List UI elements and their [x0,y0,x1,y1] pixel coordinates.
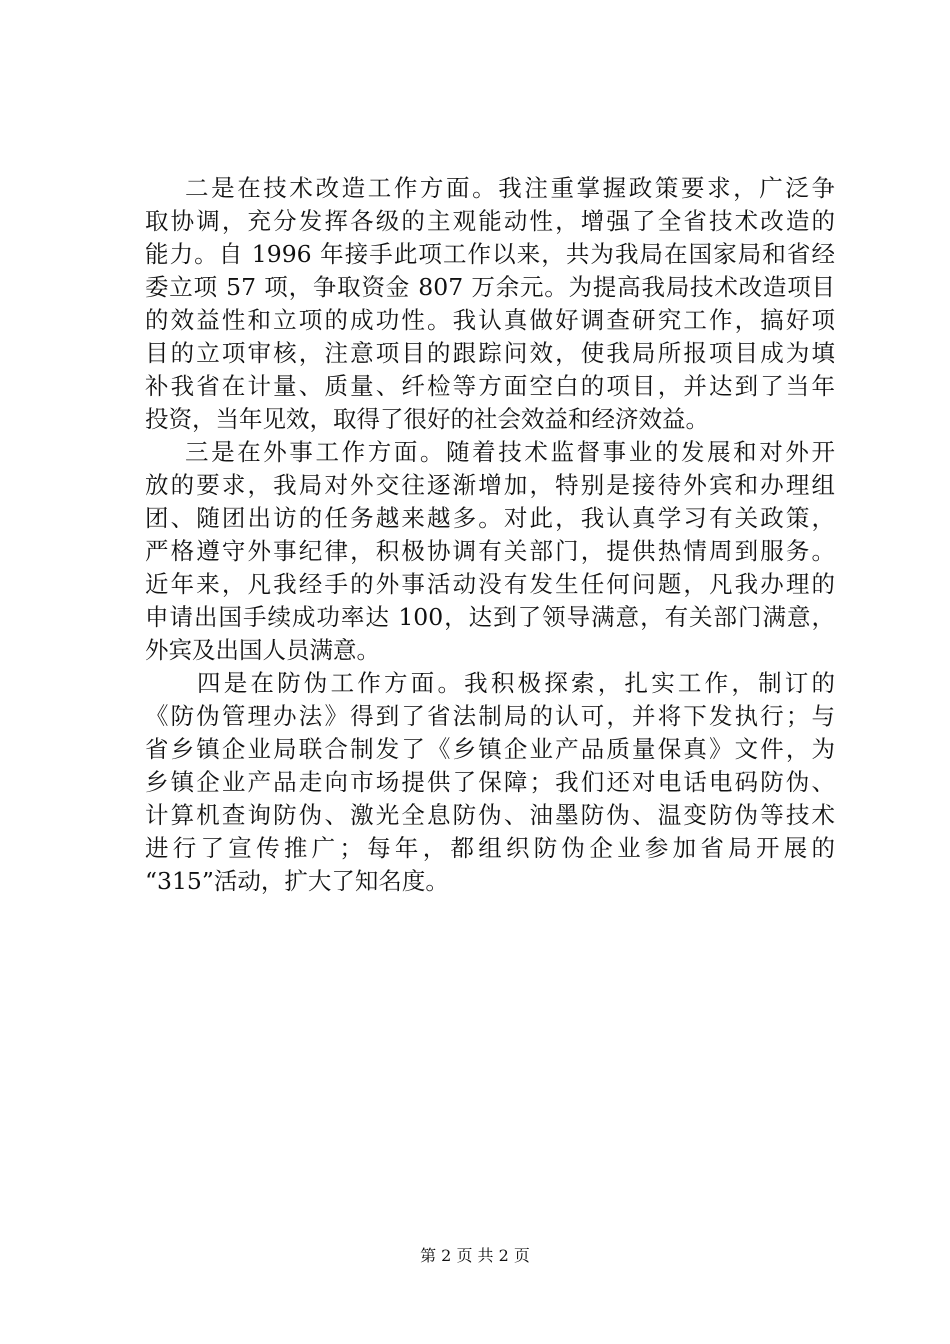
text-line: 计算机查询防伪、激光全息防伪、油墨防伪、温变防伪等技术 [145,801,835,829]
text-line: 能力。自 1996 年接手此项工作以来，共为我局在国家局和省经 [145,240,835,268]
page-number-footer: 第 2 页 共 2 页 [420,1246,530,1265]
paragraph-foreign-affairs [145,436,835,667]
text-line: 乡镇企业产品走向市场提供了保障；我们还对电话电码防伪、 [145,768,835,796]
text-line: 取协调，充分发挥各级的主观能动性，增强了全省技术改造的 [145,207,835,235]
text-line: 四是在防伪工作方面。我积极探索，扎实工作，制订的 [197,669,835,697]
text-line: 二是在技术改造工作方面。我注重掌握政策要求，广泛争 [185,174,835,202]
text-line: 《防伪管理办法》得到了省法制局的认可，并将下发执行；与 [145,702,835,730]
text-line: 申请出国手续成功率达 100，达到了领导满意，有关部门满意， [145,603,835,631]
text-line: 放的要求，我局对外交往逐渐增加，特别是接待外宾和办理组 [145,471,835,499]
text-line: 进行了宣传推广；每年，都组织防伪企业参加省局开展的 [145,834,835,862]
paragraph-technical-renovation [145,172,835,436]
text-line: 投资，当年见效，取得了很好的社会效益和经济效益。 [145,405,709,433]
paragraph-anti-counterfeiting [145,667,835,898]
text-line: 严格遵守外事纪律，积极协调有关部门，提供热情周到服务。 [145,537,835,565]
text-line: 团、随团出访的任务越来越多。对此，我认真学习有关政策， [145,504,835,532]
text-line: 三是在外事工作方面。随着技术监督事业的发展和对外开 [185,438,835,466]
text-line: 目的立项审核，注意项目的跟踪问效，使我局所报项目成为填 [145,339,835,367]
text-line: 近年来，凡我经手的外事活动没有发生任何问题，凡我办理的 [145,570,835,598]
text-line: 外宾及出国人员满意。 [145,636,380,664]
text-line: 的效益性和立项的成功性。我认真做好调查研究工作，搞好项 [145,306,835,334]
text-line: 省乡镇企业局联合制发了《乡镇企业产品质量保真》文件，为 [145,735,835,763]
document-body [145,172,835,898]
text-line: 委立项 57 项，争取资金 807 万余元。为提高我局技术改造项目 [145,273,835,301]
text-line: “315”活动，扩大了知名度。 [145,867,449,895]
text-line: 补我省在计量、质量、纤检等方面空白的项目，并达到了当年 [145,372,835,400]
